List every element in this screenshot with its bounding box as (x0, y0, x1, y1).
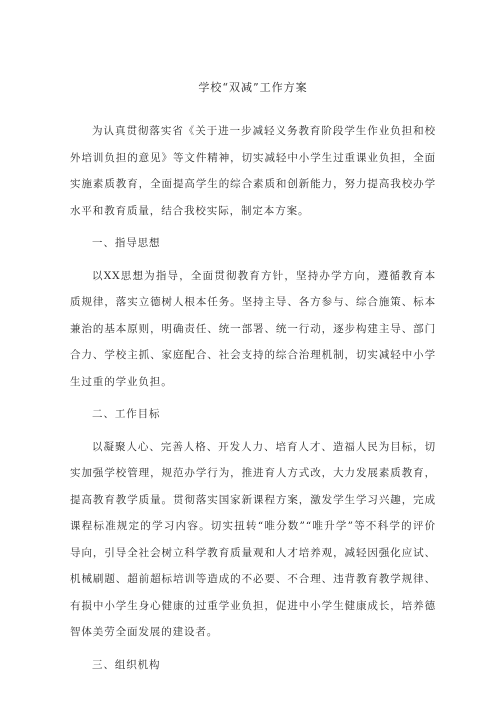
section-body-guiding-ideology: 以XX思想为指导，全面贯彻教育方针，坚持办学方向，遵循教育本质规律，落实立德树人根本任务。坚持主导、各方参与、综合施策、标本兼治的基本原则，明确责任、统一部署、统一行动，逐步构建主导、部门合力、学校主抓、家庭配合、社会支持的综合治理机制，切实减轻中小学生过重的学业负担。 (70, 269, 436, 388)
section-heading-guiding-ideology: 一、指导思想 (92, 237, 161, 249)
document-title: 学校“双减”工作方案 (198, 81, 308, 94)
section-body-work-goals: 以凝聚人心、完善人格、开发人力、培育人才、造福人民为目标，切实加强学校管理，规范办学行为，推进育人方式改，大力发展素质教育，提高教育教学质量。贯彻落实国家新课程方案，激发学生学习兴趣，完成课程标准规定的学习内容。切实扭转“唯分数”“唯升学”等不科学的评价导向，引导全社会树立科学教育质量观和人才培养观，减轻因强化应试、机械刷题、超前超标培训等造成的不必要、不合理、违背教育教学规律、有损中小学生身心健康的过重学业负担，促进中小学生健康成长，培养德智体美劳全面发展的建设者。 (70, 440, 436, 638)
section-heading-work-goals: 二、工作目标 (92, 408, 161, 420)
section-heading-organization: 三、组织机构 (92, 658, 161, 671)
intro-paragraph: 为认真贯彻落实省《关于进一步减轻义务教育阶段学生作业负担和校外培训负担的意见》等文件精神，切实减轻中小学生过重课业负担，全面实施素质教育，全面提高学生的综合素质和创新能力，努力提高我校办学水平和教育质量，结合我校实际，制定本方案。 (70, 125, 436, 217)
